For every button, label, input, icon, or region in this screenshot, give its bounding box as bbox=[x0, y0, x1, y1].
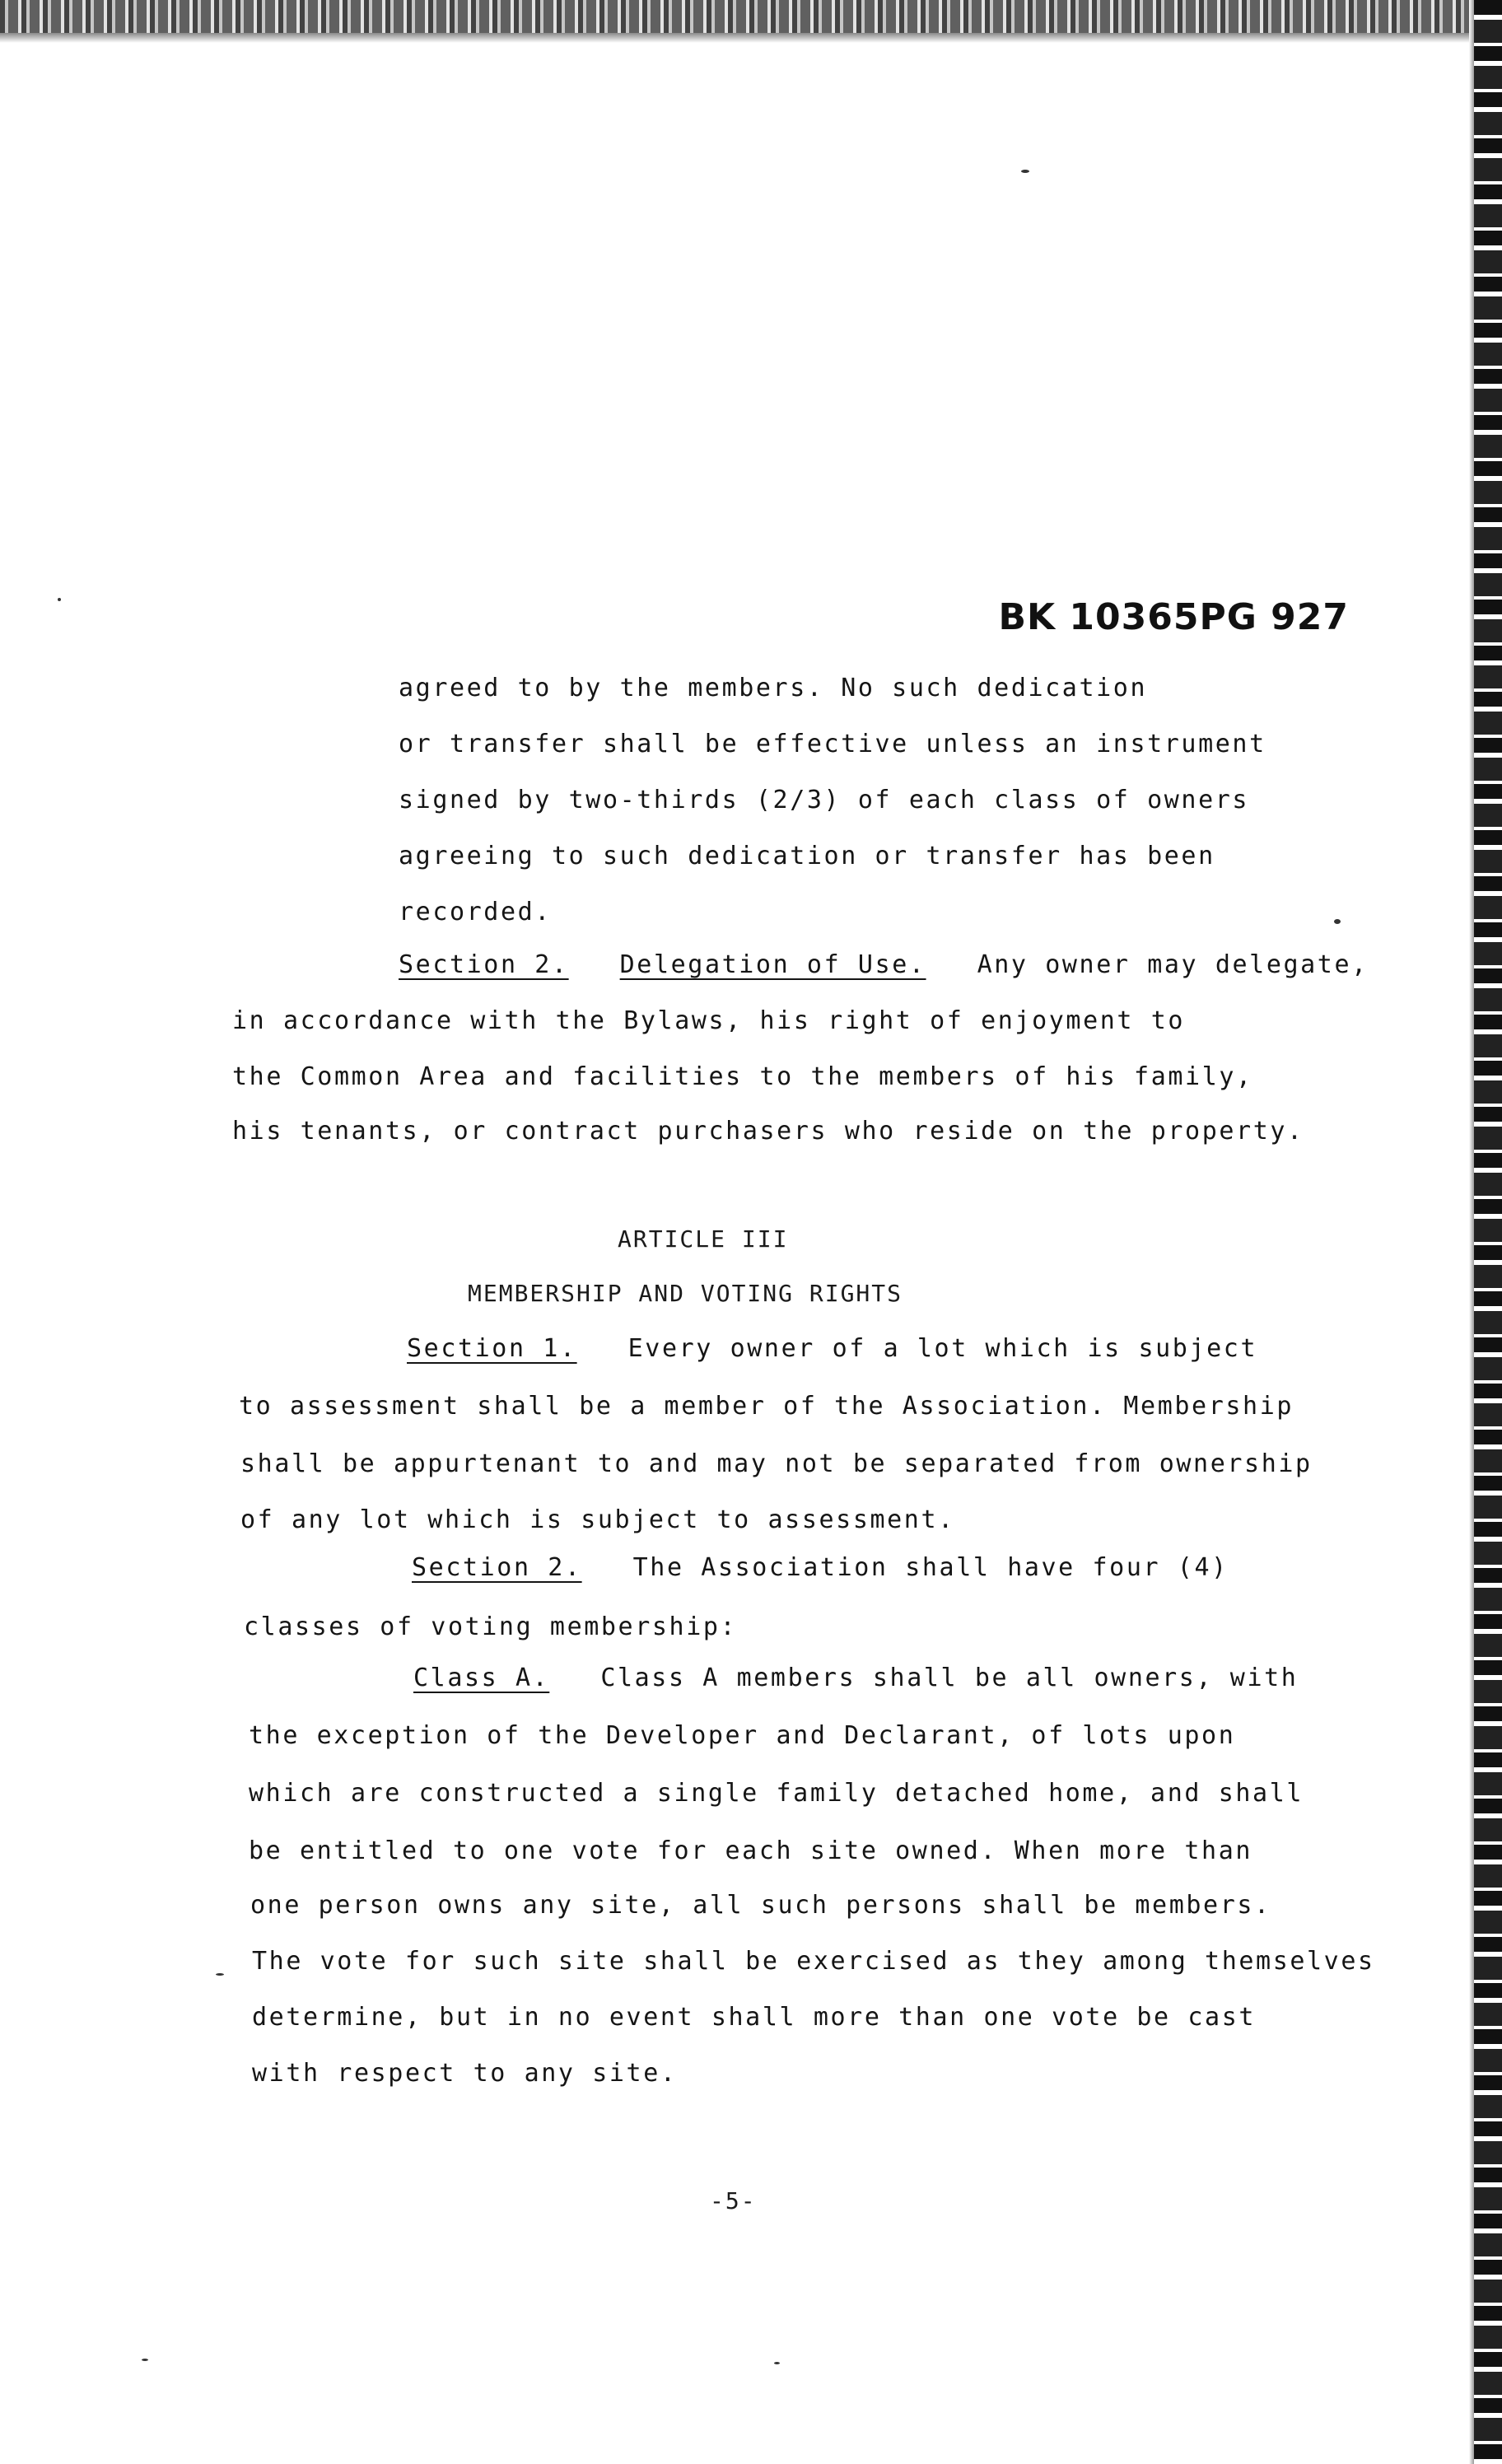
paragraph-line: his tenants, or contract purchasers who reside on the property. bbox=[232, 1117, 1304, 1146]
scan-speck bbox=[1021, 170, 1029, 173]
paragraph-line: of any lot which is subject to assessment. bbox=[240, 1505, 955, 1534]
paragraph-line: be entitled to one vote for each site owned. When more than bbox=[249, 1836, 1253, 1865]
scan-speck bbox=[774, 2362, 780, 2364]
class-heading: Class A. bbox=[413, 1664, 550, 1692]
page-number: -5- bbox=[710, 2187, 757, 2214]
paragraph-line: the exception of the Developer and Declarant, of lots upon bbox=[249, 1721, 1236, 1750]
paragraph-line: classes of voting membership: bbox=[244, 1612, 738, 1641]
scan-speck bbox=[216, 1973, 224, 1976]
paragraph-line: or transfer shall be effective unless an instrument bbox=[399, 730, 1266, 758]
section-title: Delegation of Use. bbox=[619, 950, 926, 979]
article-number: ARTICLE III bbox=[618, 1225, 789, 1253]
section-heading: Section 1. bbox=[407, 1334, 577, 1363]
section-text: Every owner of a lot which is subject bbox=[627, 1334, 1258, 1363]
class-text: Class A members shall be all owners, with bbox=[600, 1664, 1299, 1692]
scan-speck bbox=[1334, 919, 1341, 924]
section-text: The Association shall have four (4) bbox=[632, 1553, 1229, 1582]
paragraph-line: The vote for such site shall be exercised as they among themselves bbox=[252, 1947, 1375, 1976]
paragraph-line: in accordance with the Bylaws, his right of enjoyment to bbox=[232, 1006, 1186, 1035]
class-a-first-line bbox=[413, 1664, 1298, 1692]
paragraph-line: which are constructed a single family detached home, and shall bbox=[249, 1779, 1304, 1808]
paragraph-line: agreed to by the members. No such dedication bbox=[399, 674, 1148, 702]
article-title: MEMBERSHIP AND VOTING RIGHTS bbox=[468, 1280, 903, 1307]
section-2-delegation-first-line bbox=[399, 950, 1369, 979]
scan-speck bbox=[142, 2359, 148, 2361]
scan-edge-shadow bbox=[0, 33, 1502, 43]
paragraph-line: one person owns any site, all such persons shall be members. bbox=[250, 1891, 1271, 1920]
paragraph-line: signed by two-thirds (2/3) of each class of owners bbox=[399, 786, 1250, 814]
book-page-reference: BK 10365PG 927 bbox=[998, 596, 1349, 638]
paragraph-line: the Common Area and facilities to the members of his family, bbox=[232, 1062, 1253, 1091]
section-text: Any owner may delegate, bbox=[977, 950, 1369, 979]
paragraph-line: recorded. bbox=[399, 898, 552, 926]
section-2-classes-first-line bbox=[412, 1553, 1229, 1582]
section-heading: Section 2. bbox=[399, 950, 569, 979]
paragraph-line: shall be appurtenant to and may not be separated from ownership bbox=[240, 1449, 1313, 1478]
paragraph-line: determine, but in no event shall more than one vote be cast bbox=[252, 2003, 1257, 2032]
paragraph-line: to assessment shall be a member of the Association. Membership bbox=[239, 1392, 1294, 1421]
scan-edge-right bbox=[1474, 0, 1502, 2464]
paragraph-line: agreeing to such dedication or transfer has been bbox=[399, 842, 1215, 870]
section-1-first-line bbox=[407, 1334, 1257, 1363]
section-heading: Section 2. bbox=[412, 1553, 582, 1582]
scan-speck bbox=[58, 598, 61, 601]
paragraph-line: with respect to any site. bbox=[252, 2059, 678, 2088]
scan-edge-top bbox=[0, 0, 1502, 33]
